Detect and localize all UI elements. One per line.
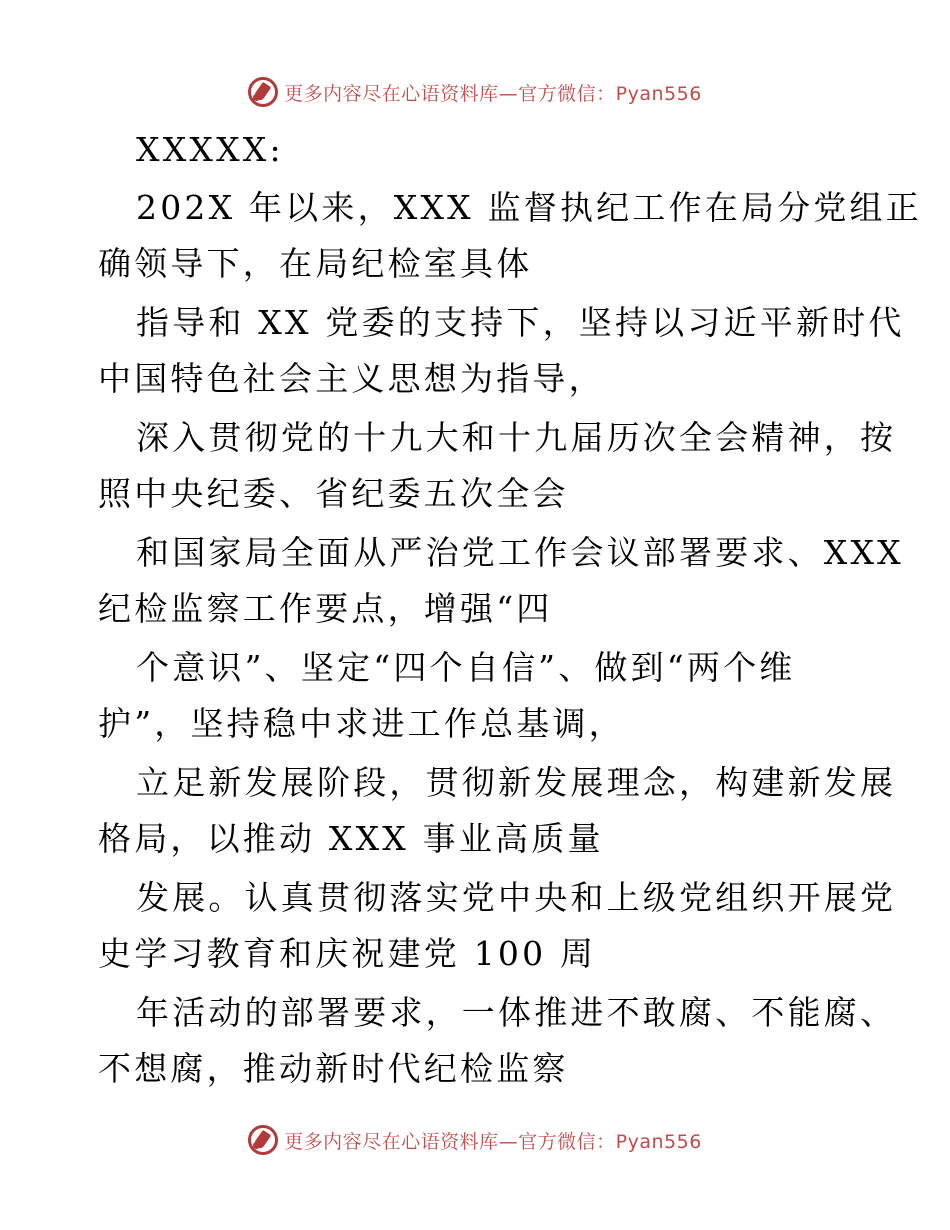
body-line: 指导和 XX 党委的支持下，坚持以习近平新时代 [136,303,905,342]
body-line: 和国家局全面从严治党工作会议部署要求、XXX [136,533,904,572]
body-line: 中国特色社会主义思想为指导， [98,359,605,398]
pen-logo-icon [248,1125,278,1155]
body-line: 立足新发展阶段，贯彻新发展理念，构建新发展 [136,763,897,802]
body-line: 确领导下，在局纪检室具体 [98,244,533,283]
footer-banner-text: 更多内容尽在心语资料库—官方微信：Pyan556 [284,1130,702,1153]
body-line: 202X 年以来，XXX 监督执纪工作在局分党组正 [136,188,922,227]
header-watermark-banner [0,72,950,112]
pen-logo-icon [248,77,278,107]
body-line: 护”，坚持稳中求进工作总基调， [98,704,625,743]
body-line: 纪检监察工作要点，增强“四 [98,589,553,628]
body-line: 发展。认真贯彻落实党中央和上级党组织开展党 [136,878,897,917]
body-line: 照中央纪委、省纪委五次全会 [98,474,569,513]
body-line: XXXXX: [136,130,284,169]
body-line: 史学习教育和庆祝建党 100 周 [98,934,597,973]
header-banner-text: 更多内容尽在心语资料库—官方微信：Pyan556 [284,82,702,105]
body-line: 个意识”、坚定“四个自信”、做到“两个维 [136,648,796,687]
body-line: 深入贯彻党的十九大和十九届历次全会精神，按 [136,418,897,457]
body-line: 格局，以推动 XXX 事业高质量 [98,819,604,858]
footer-watermark-banner [0,1120,950,1160]
body-line: 不想腐，推动新时代纪检监察 [98,1049,569,1088]
body-line: 年活动的部署要求，一体推进不敢腐、不能腐、 [136,993,897,1032]
